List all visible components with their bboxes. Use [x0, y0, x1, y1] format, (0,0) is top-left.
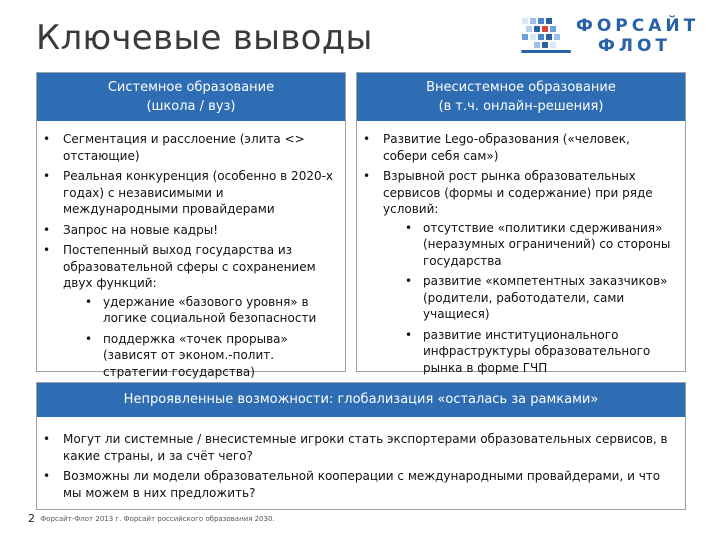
panel-header: [37, 73, 345, 121]
list-item: • Сегментация и расслоение (элита <> отстающие): [63, 131, 335, 164]
forsight-flot-logo: [520, 12, 700, 60]
sub-list-item: • развитие институционального инфраструктуры образовательного рынка в форме ГЧП: [423, 327, 675, 377]
bullet-list: [37, 417, 685, 501]
panel-header-line: Внесистемное образование: [426, 80, 616, 95]
sub-bullet-list: [383, 218, 675, 377]
list-item: • Запрос на новые кадры!: [63, 222, 335, 239]
list-item: • Возможны ли модели образовательной кооперации с международными провайдерами, и что мы можем в них предложить?: [63, 468, 675, 501]
list-item: [383, 168, 675, 376]
list-item: • Могут ли системные / внесистемные игроки стать экспортерами образовательных сервисов, в какие страны, и за счёт чего?: [63, 431, 675, 464]
page-title: Ключевые выводы: [36, 18, 373, 58]
list-item: • Развитие Lego-образования («человек, собери себя сам»): [383, 131, 675, 164]
footer: [28, 512, 275, 525]
panel-header-line: Системное образование: [107, 80, 275, 95]
logo-text-flot: ФЛОТ: [598, 36, 672, 56]
footer-source: Форсайт-Флот 2013 г. Форсайт российского образования 2030.: [40, 515, 275, 523]
sub-list-item: • поддержка «точек прорыва» (зависят от эконом.-полит. стратегии государства): [103, 331, 335, 381]
non-system-education-panel: [356, 72, 686, 375]
list-item-text: Взрывной рост рынка образовательных сервисов (формы и содержание) при ряде условий:: [383, 169, 653, 216]
sub-bullet-list: [63, 292, 335, 381]
page-number: 2: [28, 512, 35, 525]
sub-list-item: • отсутствие «политики сдерживания» (неразумных ограничений) со стороны государства: [423, 220, 675, 270]
panel-header-line: (школа / вуз): [146, 99, 236, 114]
logo-text-forsight: ФОРСАЙТ: [576, 16, 700, 36]
sub-list-item: • развитие «компетентных заказчиков» (родители, работодатели, сами учащиеся): [423, 273, 675, 323]
bullet-list: [357, 121, 685, 376]
bullet-list: [37, 121, 345, 380]
panel-header-line: (в т.ч. онлайн-решения): [438, 99, 604, 114]
panel-header: [357, 73, 685, 121]
unrealized-opportunities-panel: [36, 382, 686, 510]
list-item: • Реальная конкуренция (особенно в 2020-х годах) с независимыми и международными провайдерами: [63, 168, 335, 218]
logo-mosaic-icon: [520, 16, 576, 56]
list-item-text: Постепенный выход государства из образовательной сферы с сохранением двух функций:: [63, 243, 316, 290]
panel-header: Непроявленные возможности: глобализация «осталась за рамками»: [37, 383, 685, 417]
system-education-panel: [36, 72, 346, 379]
list-item: [63, 242, 335, 380]
sub-list-item: • удержание «базового уровня» в логике социальной безопасности: [103, 294, 335, 327]
